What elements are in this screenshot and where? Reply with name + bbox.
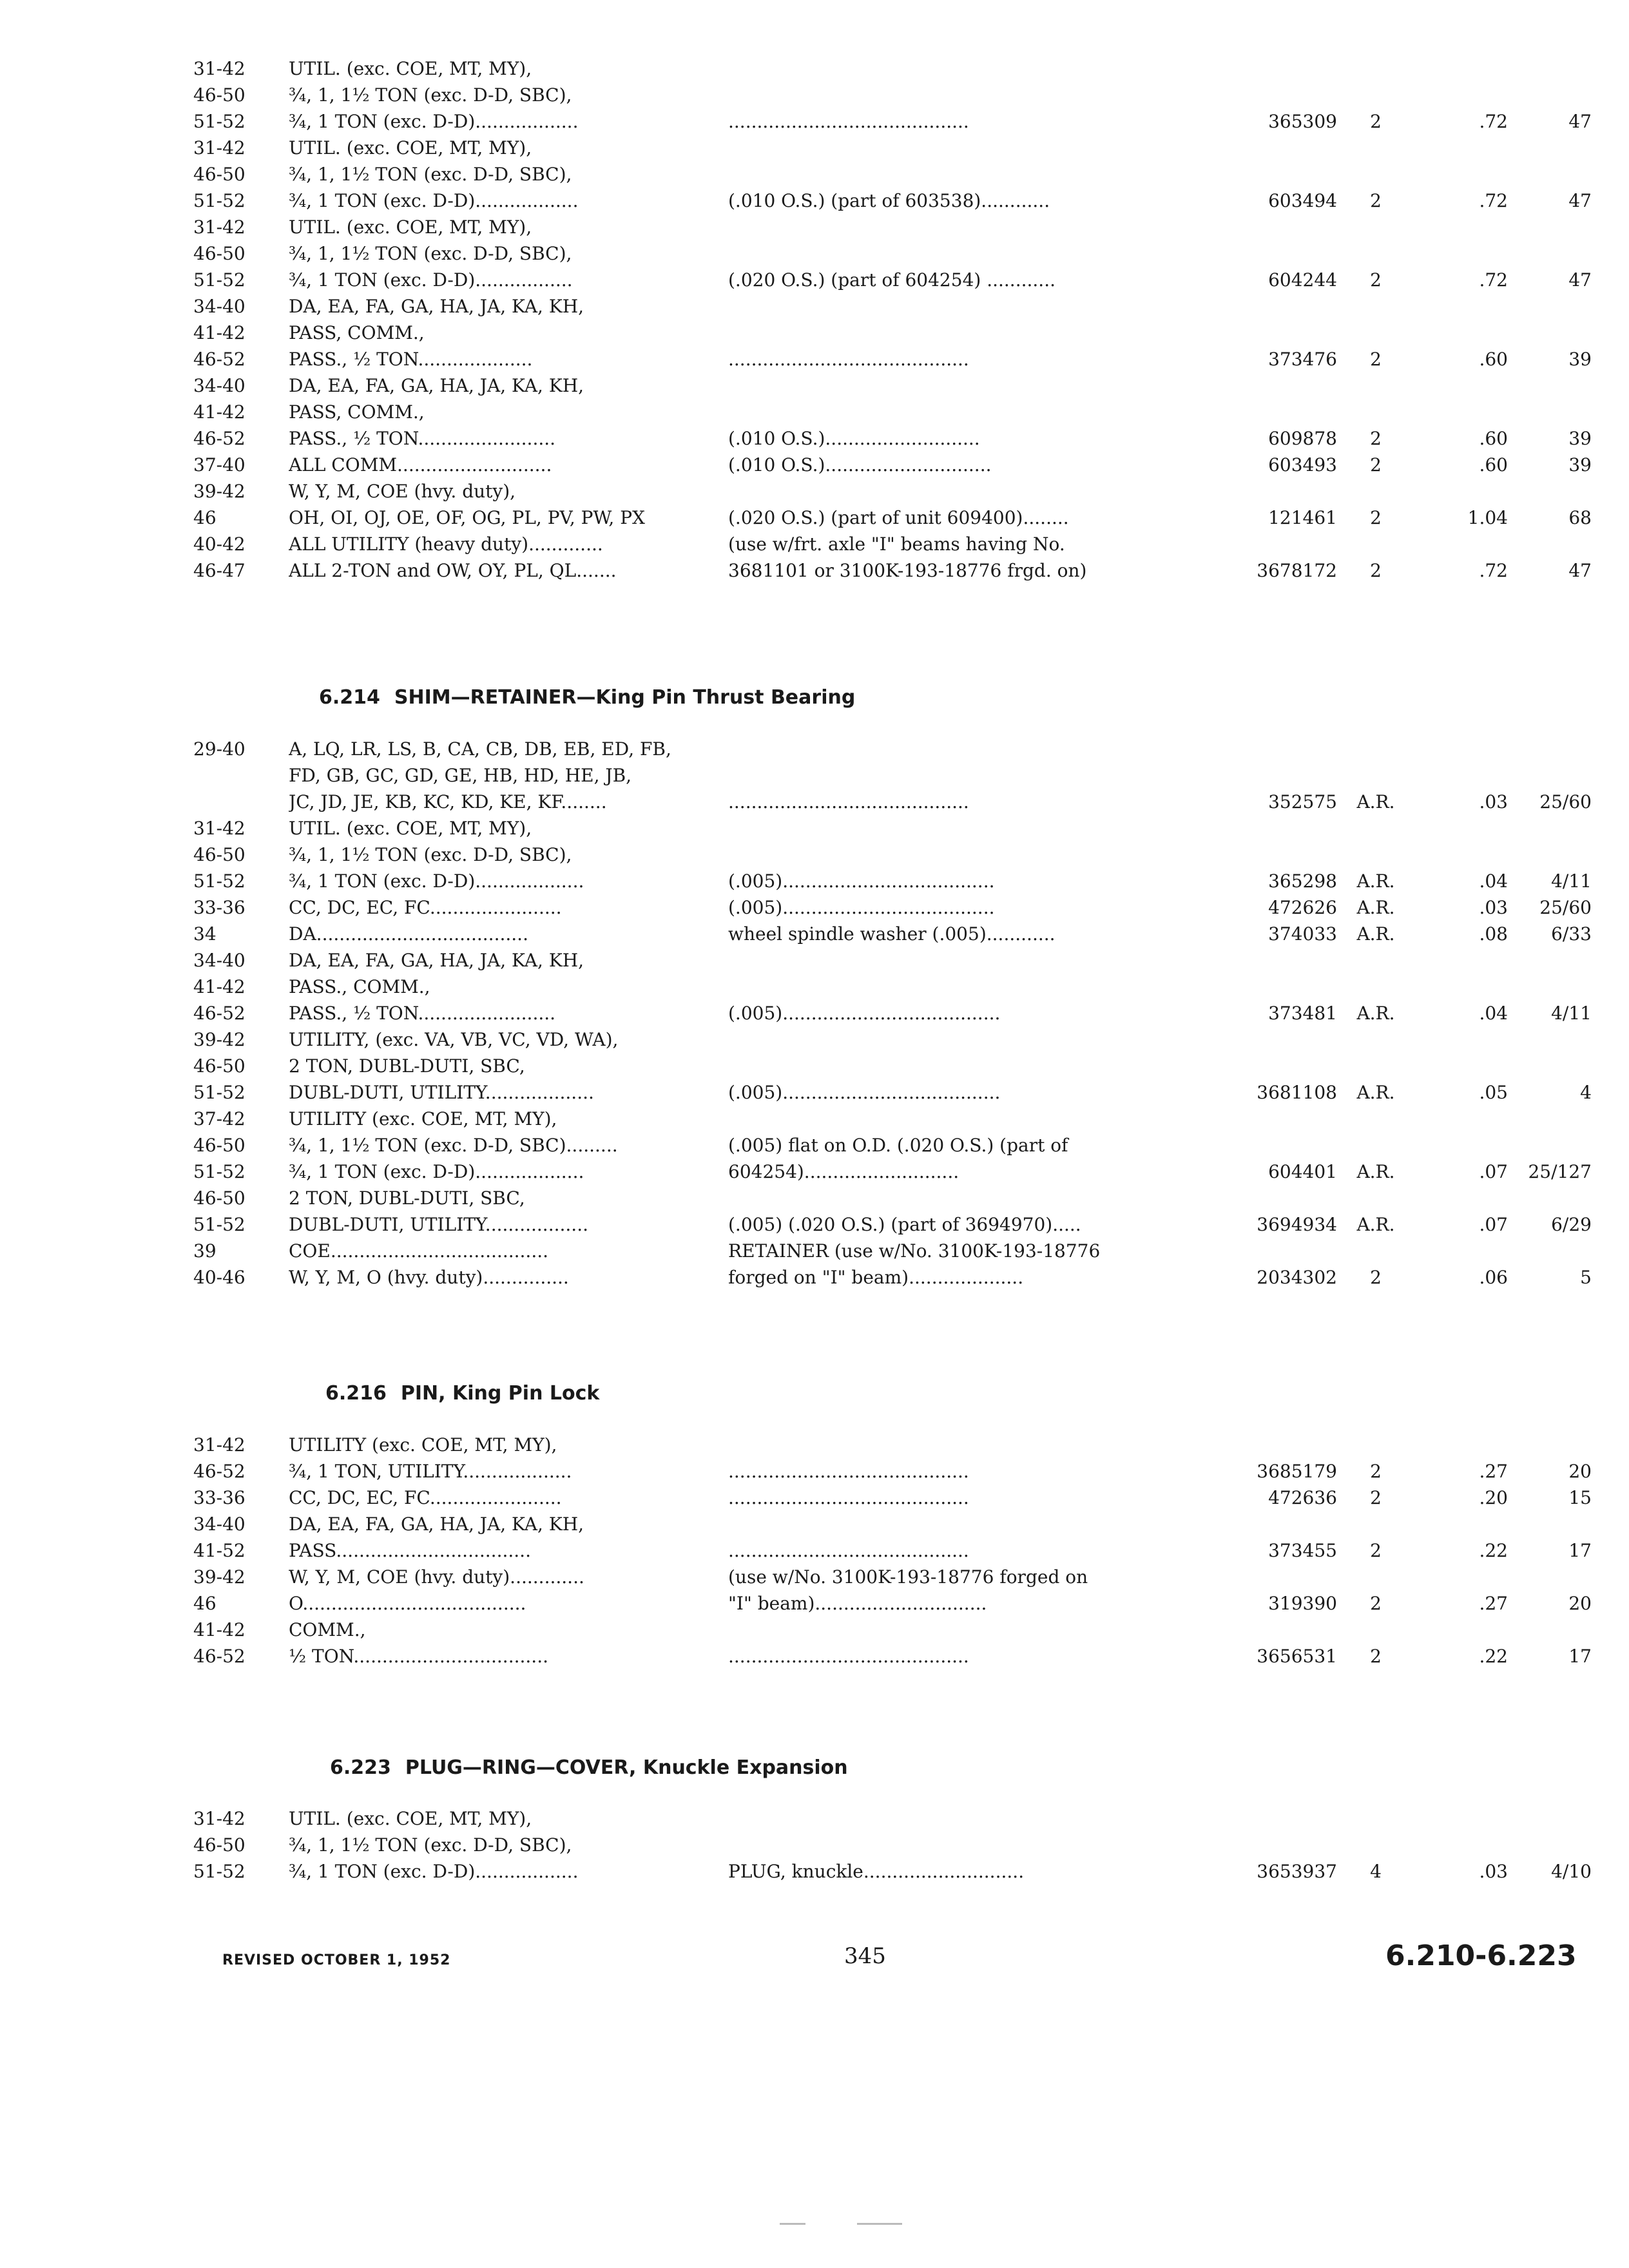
table-row — [0, 1617, 1629, 1643]
table-row — [0, 478, 1629, 505]
year-range: 51-52 — [193, 190, 246, 211]
table-row — [0, 187, 1629, 214]
quantity: A.R. — [1356, 1082, 1395, 1103]
part-number: 3694934 — [1257, 1214, 1337, 1235]
quantity: A.R. — [1356, 1161, 1395, 1182]
quantity: 2 — [1370, 1461, 1382, 1482]
model-list: ¾, 1 TON (exc. D-D)................... — [289, 1161, 584, 1182]
model-list: UTIL. (exc. COE, MT, MY), — [289, 1808, 532, 1829]
table-row — [0, 135, 1629, 161]
year-range: 39-42 — [193, 481, 246, 502]
description: (use w/No. 3100K-193-18776 forged on — [728, 1566, 1088, 1588]
model-list: ½ TON.................................. — [289, 1646, 548, 1667]
quantity: 2 — [1370, 1646, 1382, 1667]
model-list: ¾, 1 TON (exc. D-D)................. — [289, 269, 573, 291]
year-range: 46-50 — [193, 1135, 246, 1156]
model-list: DA, EA, FA, GA, HA, JA, KA, KH, — [289, 296, 584, 317]
table-row — [0, 894, 1629, 921]
year-range: 33-36 — [193, 897, 246, 918]
table-row — [0, 1485, 1629, 1511]
model-list: A, LQ, LR, LS, B, CA, CB, DB, EB, ED, FB, — [289, 738, 671, 760]
description: (.010 O.S.)........................... — [728, 428, 980, 449]
price: .27 — [1479, 1593, 1508, 1614]
year-range: 31-42 — [193, 1808, 246, 1829]
table-row — [0, 505, 1629, 531]
price: .72 — [1479, 190, 1508, 211]
year-range: 51-52 — [193, 1214, 246, 1235]
year-range: 33-36 — [193, 1487, 246, 1508]
description: (.020 O.S.) (part of 604254) ............ — [728, 269, 1056, 291]
weight: 17 — [1568, 1540, 1592, 1561]
table-row — [0, 815, 1629, 841]
model-list: UTILITY (exc. COE, MT, MY), — [289, 1434, 557, 1456]
description: (.005) flat on O.D. (.020 O.S.) (part of — [728, 1135, 1068, 1156]
part-number: 365309 — [1268, 111, 1337, 132]
model-list: ALL UTILITY (heavy duty)............. — [289, 533, 603, 555]
table-row — [0, 55, 1629, 82]
model-list: PASS, COMM., — [289, 401, 425, 423]
weight: 25/60 — [1539, 897, 1592, 918]
quantity: 2 — [1370, 560, 1382, 581]
part-number: 609878 — [1268, 428, 1337, 449]
year-range: 46-52 — [193, 1003, 246, 1024]
table-row — [0, 346, 1629, 372]
year-range: 29-40 — [193, 738, 246, 760]
weight: 4/10 — [1551, 1861, 1592, 1882]
table-row — [0, 789, 1629, 815]
part-number: 3656531 — [1257, 1646, 1337, 1667]
model-list: 2 TON, DUBL-DUTI, SBC, — [289, 1187, 525, 1209]
part-number: 3653937 — [1257, 1861, 1337, 1882]
part-number: 352575 — [1268, 791, 1337, 812]
weight: 20 — [1568, 1593, 1592, 1614]
table-row — [0, 1564, 1629, 1590]
price: .60 — [1479, 349, 1508, 370]
year-range: 31-42 — [193, 216, 246, 238]
year-range: 46-47 — [193, 560, 246, 581]
model-list: PASS., ½ TON........................ — [289, 1003, 556, 1024]
model-list: ¾, 1 TON, UTILITY................... — [289, 1461, 572, 1482]
year-range: 51-52 — [193, 1161, 246, 1182]
year-range: 46-50 — [193, 164, 246, 185]
table-row — [0, 1643, 1629, 1669]
model-list: UTIL. (exc. COE, MT, MY), — [289, 137, 532, 159]
quantity: A.R. — [1356, 791, 1395, 812]
table-row — [0, 1511, 1629, 1537]
year-range: 40-42 — [193, 533, 246, 555]
section-heading-6-216 — [325, 1382, 599, 1405]
weight: 39 — [1568, 349, 1592, 370]
model-list: PASS., ½ TON........................ — [289, 428, 556, 449]
year-range: 34-40 — [193, 950, 246, 971]
model-list: ¾, 1, 1½ TON (exc. D-D, SBC), — [289, 1834, 572, 1856]
part-number: 373455 — [1268, 1540, 1337, 1561]
weight: 5 — [1580, 1267, 1592, 1288]
table-row — [0, 214, 1629, 240]
description: (.010 O.S.) (part of 603538)............ — [728, 190, 1050, 211]
part-number: 121461 — [1268, 507, 1337, 528]
model-list: W, Y, M, COE (hvy. duty)............. — [289, 1566, 584, 1588]
model-list: COE...................................... — [289, 1240, 549, 1262]
table-row — [0, 921, 1629, 947]
scan-mark — [780, 2223, 805, 2225]
year-range: 41-42 — [193, 1619, 246, 1640]
model-list: DUBL-DUTI, UTILITY................... — [289, 1082, 594, 1103]
model-list: FD, GB, GC, GD, GE, HB, HD, HE, JB, — [289, 765, 632, 786]
model-list: W, Y, M, O (hvy. duty)............... — [289, 1267, 569, 1288]
section-range: 6.210-6.223 — [1385, 1939, 1577, 1972]
model-list: DA, EA, FA, GA, HA, JA, KA, KH, — [289, 950, 584, 971]
table-row — [0, 399, 1629, 425]
weight: 39 — [1568, 454, 1592, 476]
year-range: 51-52 — [193, 269, 246, 291]
part-number: 3681108 — [1257, 1082, 1337, 1103]
model-list: PASS., ½ TON.................... — [289, 349, 533, 370]
year-range: 46-52 — [193, 1646, 246, 1667]
price: .27 — [1479, 1461, 1508, 1482]
weight: 47 — [1568, 560, 1592, 581]
year-range: 31-42 — [193, 137, 246, 159]
model-list: ¾, 1, 1½ TON (exc. D-D, SBC)......... — [289, 1135, 618, 1156]
weight: 25/127 — [1528, 1161, 1592, 1182]
quantity: A.R. — [1356, 1003, 1395, 1024]
description: RETAINER (use w/No. 3100K-193-18776 — [728, 1240, 1101, 1262]
year-range: 34-40 — [193, 1514, 246, 1535]
quantity: 2 — [1370, 349, 1382, 370]
year-range: 46-50 — [193, 844, 246, 865]
part-number: 373481 — [1268, 1003, 1337, 1024]
section-number: 6.223 — [330, 1756, 391, 1779]
description: (.005)..................................... — [728, 870, 995, 892]
price: .22 — [1479, 1540, 1508, 1561]
quantity: 2 — [1370, 507, 1382, 528]
model-list: O....................................... — [289, 1593, 526, 1614]
description: .......................................... — [728, 1646, 969, 1667]
table-row — [0, 82, 1629, 108]
description: forged on "I" beam).................... — [728, 1267, 1024, 1288]
weight: 4 — [1580, 1082, 1592, 1103]
quantity: 2 — [1370, 111, 1382, 132]
year-range: 46-50 — [193, 84, 246, 106]
price: .72 — [1479, 560, 1508, 581]
year-range: 46-50 — [193, 1055, 246, 1077]
description: "I" beam).............................. — [728, 1593, 987, 1614]
table-row — [0, 1053, 1629, 1079]
model-list: ¾, 1, 1½ TON (exc. D-D, SBC), — [289, 243, 572, 264]
part-number: 604401 — [1268, 1161, 1337, 1182]
part-number: 365298 — [1268, 870, 1337, 892]
section-heading-6-223 — [330, 1756, 848, 1779]
model-list: ALL 2-TON and OW, OY, PL, QL....... — [289, 560, 617, 581]
year-range: 40-46 — [193, 1267, 246, 1288]
weight: 47 — [1568, 190, 1592, 211]
description: 3681101 or 3100K-193-18776 frgd. on) — [728, 560, 1087, 581]
year-range: 39-42 — [193, 1566, 246, 1588]
price: .05 — [1479, 1082, 1508, 1103]
part-number: 603493 — [1268, 454, 1337, 476]
price: .20 — [1479, 1487, 1508, 1508]
model-list: JC, JD, JE, KB, KC, KD, KE, KF........ — [289, 791, 607, 812]
description: .......................................... — [728, 1461, 969, 1482]
description: wheel spindle washer (.005)............ — [728, 923, 1055, 945]
part-number: 604244 — [1268, 269, 1337, 291]
quantity: 2 — [1370, 190, 1382, 211]
table-row — [0, 1211, 1629, 1238]
section-6-210-continued — [0, 55, 1629, 584]
year-range: 37-40 — [193, 454, 246, 476]
section-6-223 — [0, 1805, 1629, 1885]
year-range: 39-42 — [193, 1029, 246, 1050]
table-row — [0, 452, 1629, 478]
price: .72 — [1479, 111, 1508, 132]
table-row — [0, 1132, 1629, 1158]
weight: 25/60 — [1539, 791, 1592, 812]
year-range: 46 — [193, 507, 217, 528]
quantity: 2 — [1370, 269, 1382, 291]
year-range: 46-52 — [193, 428, 246, 449]
table-row — [0, 1805, 1629, 1832]
table-row — [0, 1079, 1629, 1106]
part-number: 319390 — [1268, 1593, 1337, 1614]
quantity: 2 — [1370, 428, 1382, 449]
part-number: 472636 — [1268, 1487, 1337, 1508]
year-range: 41-52 — [193, 1540, 246, 1561]
model-list: ¾, 1 TON (exc. D-D).................. — [289, 190, 579, 211]
section-title: PLUG—RING—COVER, Knuckle Expansion — [405, 1756, 848, 1779]
year-range: 46-52 — [193, 349, 246, 370]
weight: 68 — [1568, 507, 1592, 528]
table-row — [0, 557, 1629, 584]
price: .06 — [1479, 1267, 1508, 1288]
price: .60 — [1479, 428, 1508, 449]
quantity: 2 — [1370, 1593, 1382, 1614]
price: .03 — [1479, 791, 1508, 812]
model-list: ¾, 1 TON (exc. D-D).................. — [289, 1861, 579, 1882]
price: .08 — [1479, 923, 1508, 945]
description: .......................................... — [728, 349, 969, 370]
part-number: 374033 — [1268, 923, 1337, 945]
model-list: UTIL. (exc. COE, MT, MY), — [289, 216, 532, 238]
table-row — [0, 240, 1629, 267]
description: (.020 O.S.) (part of unit 609400)........ — [728, 507, 1069, 528]
description: (use w/frt. axle "I" beams having No. — [728, 533, 1065, 555]
table-row — [0, 1158, 1629, 1185]
weight: 6/33 — [1551, 923, 1592, 945]
weight: 20 — [1568, 1461, 1592, 1482]
table-row — [0, 161, 1629, 187]
description: .......................................... — [728, 111, 969, 132]
year-range: 41-42 — [193, 322, 246, 343]
part-number: 603494 — [1268, 190, 1337, 211]
description: .......................................... — [728, 1487, 969, 1508]
part-number: 3685179 — [1257, 1461, 1337, 1482]
year-range: 31-42 — [193, 818, 246, 839]
table-row — [0, 1238, 1629, 1264]
weight: 4/11 — [1551, 1003, 1592, 1024]
table-row — [0, 1000, 1629, 1026]
model-list: COMM., — [289, 1619, 366, 1640]
year-range: 41-42 — [193, 976, 246, 997]
weight: 15 — [1568, 1487, 1592, 1508]
description: (.010 O.S.)............................. — [728, 454, 992, 476]
table-row — [0, 974, 1629, 1000]
part-number: 2034302 — [1257, 1267, 1337, 1288]
price: .03 — [1479, 897, 1508, 918]
table-row — [0, 425, 1629, 452]
model-list: OH, OI, OJ, OE, OF, OG, PL, PV, PW, PX — [289, 507, 645, 528]
year-range: 46-50 — [193, 243, 246, 264]
price: .72 — [1479, 269, 1508, 291]
section-number: 6.214 — [319, 686, 380, 709]
section-number: 6.216 — [325, 1382, 387, 1405]
model-list: ¾, 1, 1½ TON (exc. D-D, SBC), — [289, 844, 572, 865]
year-range: 31-42 — [193, 1434, 246, 1456]
table-row — [0, 320, 1629, 346]
price: .22 — [1479, 1646, 1508, 1667]
description: PLUG, knuckle............................ — [728, 1861, 1025, 1882]
table-row — [0, 1458, 1629, 1485]
table-row — [0, 108, 1629, 135]
weight: 4/11 — [1551, 870, 1592, 892]
section-title: PIN, King Pin Lock — [400, 1382, 600, 1405]
table-row — [0, 1537, 1629, 1564]
model-list: UTILITY, (exc. VA, VB, VC, VD, WA), — [289, 1029, 619, 1050]
table-row — [0, 1858, 1629, 1885]
table-row — [0, 841, 1629, 868]
model-list: ¾, 1, 1½ TON (exc. D-D, SBC), — [289, 164, 572, 185]
section-heading-6-214 — [319, 686, 855, 709]
price: .60 — [1479, 454, 1508, 476]
model-list: UTILITY (exc. COE, MT, MY), — [289, 1108, 557, 1129]
model-list: DA, EA, FA, GA, HA, JA, KA, KH, — [289, 375, 584, 396]
section-6-216 — [0, 1432, 1629, 1669]
table-row — [0, 947, 1629, 974]
weight: 6/29 — [1551, 1214, 1592, 1235]
section-6-214 — [0, 736, 1629, 1291]
table-row — [0, 1185, 1629, 1211]
table-row — [0, 267, 1629, 293]
year-range: 34-40 — [193, 375, 246, 396]
quantity: 4 — [1370, 1861, 1382, 1882]
model-list: ¾, 1, 1½ TON (exc. D-D, SBC), — [289, 84, 572, 106]
model-list: CC, DC, EC, FC....................... — [289, 897, 562, 918]
table-row — [0, 531, 1629, 557]
model-list: PASS., COMM., — [289, 976, 430, 997]
year-range: 34-40 — [193, 296, 246, 317]
model-list: CC, DC, EC, FC....................... — [289, 1487, 562, 1508]
price: .04 — [1479, 870, 1508, 892]
year-range: 51-52 — [193, 1861, 246, 1882]
part-number: 3678172 — [1257, 560, 1337, 581]
weight: 47 — [1568, 269, 1592, 291]
description: (.005)...................................... — [728, 1082, 1001, 1103]
description: (.005) (.020 O.S.) (part of 3694970)..... — [728, 1214, 1081, 1235]
model-list: DA, EA, FA, GA, HA, JA, KA, KH, — [289, 1514, 584, 1535]
model-list: DA..................................... — [289, 923, 528, 945]
price: 1.04 — [1467, 507, 1508, 528]
year-range: 46 — [193, 1593, 217, 1614]
year-range: 46-50 — [193, 1187, 246, 1209]
model-list: 2 TON, DUBL-DUTI, SBC, — [289, 1055, 525, 1077]
year-range: 37-42 — [193, 1108, 246, 1129]
section-title: SHIM—RETAINER—King Pin Thrust Bearing — [394, 686, 856, 709]
description: 604254)........................... — [728, 1161, 959, 1182]
quantity: A.R. — [1356, 897, 1395, 918]
description: (.005)..................................... — [728, 897, 995, 918]
quantity: A.R. — [1356, 923, 1395, 945]
model-list: ALL COMM........................... — [289, 454, 552, 476]
model-list: PASS, COMM., — [289, 322, 425, 343]
year-range: 46-50 — [193, 1834, 246, 1856]
part-number: 373476 — [1268, 349, 1337, 370]
model-list: ¾, 1 TON (exc. D-D).................. — [289, 111, 579, 132]
model-list: W, Y, M, COE (hvy. duty), — [289, 481, 516, 502]
description: .......................................... — [728, 791, 969, 812]
weight: 17 — [1568, 1646, 1592, 1667]
year-range: 41-42 — [193, 401, 246, 423]
price: .07 — [1479, 1161, 1508, 1182]
table-row — [0, 1832, 1629, 1858]
model-list: ¾, 1 TON (exc. D-D)................... — [289, 870, 584, 892]
price: .07 — [1479, 1214, 1508, 1235]
price: .04 — [1479, 1003, 1508, 1024]
quantity: 2 — [1370, 454, 1382, 476]
revised-date: REVISED OCTOBER 1, 1952 — [222, 1952, 451, 1968]
model-list: UTIL. (exc. COE, MT, MY), — [289, 818, 532, 839]
page-number: 345 — [844, 1943, 886, 1969]
scan-mark — [857, 2223, 902, 2225]
table-row — [0, 293, 1629, 320]
table-row — [0, 762, 1629, 789]
price: .03 — [1479, 1861, 1508, 1882]
year-range: 34 — [193, 923, 217, 945]
quantity: A.R. — [1356, 870, 1395, 892]
table-row — [0, 1106, 1629, 1132]
description: (.005)...................................... — [728, 1003, 1001, 1024]
year-range: 51-52 — [193, 111, 246, 132]
model-list: UTIL. (exc. COE, MT, MY), — [289, 58, 532, 79]
table-row — [0, 1026, 1629, 1053]
table-row — [0, 736, 1629, 762]
model-list: PASS.................................. — [289, 1540, 531, 1561]
table-row — [0, 372, 1629, 399]
table-row — [0, 868, 1629, 894]
year-range: 39 — [193, 1240, 217, 1262]
quantity: A.R. — [1356, 1214, 1395, 1235]
table-row — [0, 1590, 1629, 1617]
description: .......................................... — [728, 1540, 969, 1561]
quantity: 2 — [1370, 1487, 1382, 1508]
weight: 39 — [1568, 428, 1592, 449]
quantity: 2 — [1370, 1540, 1382, 1561]
year-range: 51-52 — [193, 1082, 246, 1103]
part-number: 472626 — [1268, 897, 1337, 918]
table-row — [0, 1264, 1629, 1291]
quantity: 2 — [1370, 1267, 1382, 1288]
table-row — [0, 1432, 1629, 1458]
year-range: 51-52 — [193, 870, 246, 892]
weight: 47 — [1568, 111, 1592, 132]
year-range: 31-42 — [193, 58, 246, 79]
year-range: 46-52 — [193, 1461, 246, 1482]
model-list: DUBL-DUTI, UTILITY.................. — [289, 1214, 589, 1235]
